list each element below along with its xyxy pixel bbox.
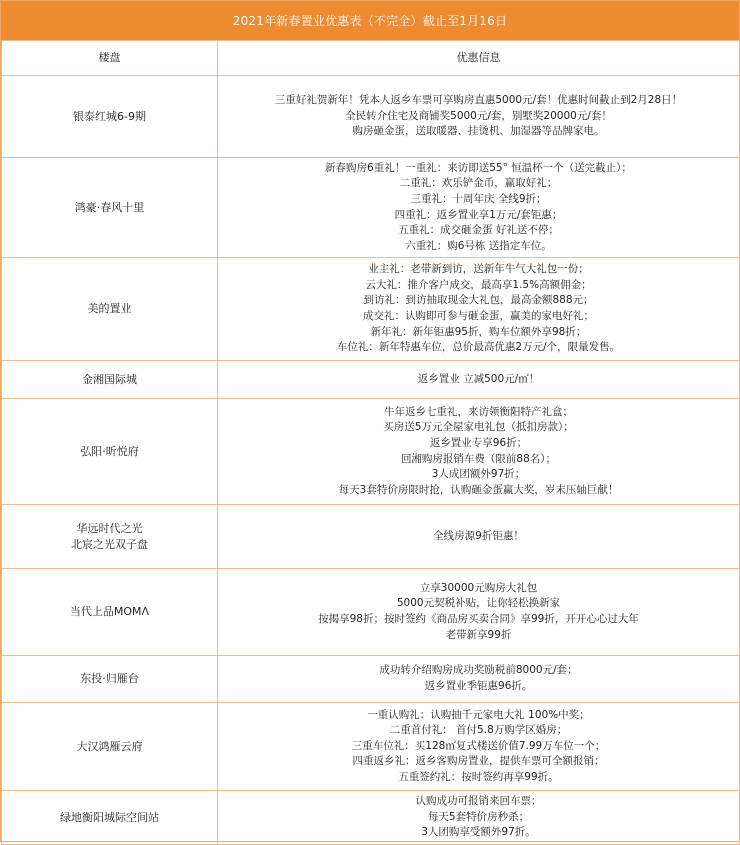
offer-line: 二重首付礼： 首付5.8万购学区婚房；: [389, 724, 568, 737]
table-row: [2, 791, 740, 845]
offer-line: 新年礼：新年钜惠95折，购车位额外享98折；: [370, 325, 587, 338]
property-name-line: 大汉鸿雁云府: [76, 739, 143, 753]
table-row: [2, 569, 740, 656]
offer-info: [218, 158, 740, 258]
property-name: [2, 399, 218, 505]
offer-line: 回湘购房报销车费（限前88名）；: [400, 452, 557, 465]
offer-line: 3人团购享受额外97折。: [421, 826, 536, 839]
offer-line: 5000元契税补贴，让你轻松换新家: [396, 597, 561, 610]
property-name: [2, 656, 218, 703]
offer-info: [218, 76, 740, 158]
offer-info: [218, 258, 740, 361]
offer-line: 成交礼：认购即可参与砸金蛋，赢美的家电好礼；: [363, 310, 594, 322]
header-offer: 优惠信息: [218, 41, 740, 76]
offer-line: 五重签约礼：按时签约再享99折。: [398, 770, 559, 783]
property-name: [2, 569, 218, 656]
offer-line: 业主礼：老带新到访，送新年牛气大礼包一份；: [368, 263, 589, 276]
offer-info: [218, 361, 740, 399]
offer-line: 牛年返乡七重礼，来访领衡阳特产礼盒；: [384, 405, 573, 418]
table-row: [2, 703, 740, 791]
offer-line: 成功转介绍购房成功奖励税前8000元/套；: [379, 664, 578, 677]
offer-line: 车位礼：新年特惠车位，总价最高优惠2万元/个，限量发售。: [336, 341, 621, 354]
offer-line: 一重认购礼：认购抽千元家电大礼 100%中奖；: [367, 708, 590, 721]
offer-line: 四重返乡礼：返乡客购房置业，提供车票可全额报销；: [352, 755, 605, 768]
property-name: [2, 361, 218, 399]
property-name: [2, 76, 218, 158]
promo-table: [1, 40, 740, 845]
offer-line: 云大礼：推介客户成交，最高享1.5%高额佣金；: [365, 278, 592, 291]
property-name: [2, 703, 218, 791]
offer-line: 三重礼：十周年庆 全线9折；: [410, 192, 547, 205]
offer-line: 二重礼：欢乐铲金币，赢取好礼；: [399, 177, 558, 190]
offer-line: 按揭享98折；按时签约《商品房买卖合同》享99折，开开心心过大年: [318, 613, 639, 625]
property-name-line: 华远时代之光: [76, 521, 143, 535]
table-row: [2, 158, 740, 258]
offer-line: 六重礼：购6号栋 送指定车位。: [405, 239, 552, 252]
offer-line: 认购成功可报销来回车票；: [415, 795, 542, 808]
property-name-line: 鸿豪·春风十里: [74, 200, 145, 214]
offer-line: 老带新享99折: [445, 628, 512, 641]
offer-line: 全线房源9折钜惠！: [433, 529, 524, 542]
property-name-line: 绿地衡阳城际空间站: [60, 810, 159, 824]
offer-line: 五重礼：成交砸金蛋 好礼送不停；: [398, 224, 559, 237]
table-row: [2, 656, 740, 703]
offer-info: [218, 703, 740, 791]
property-name: [2, 158, 218, 258]
offer-info: [218, 569, 740, 656]
offer-line: 每天3套特价房限时抢，认购砸金蛋赢大奖，岁末压轴巨献！: [338, 483, 619, 496]
offer-line: 三重好礼贺新年！凭本人返乡车票可享购房直惠5000元/套！优惠时间截止到2月28日！: [274, 94, 683, 107]
offer-line: 返乡置业专享96折；: [429, 436, 528, 449]
offer-line: 三重车位礼：买128㎡复式楼送价值7.99万车位一个；: [351, 739, 606, 752]
offer-line: 返乡置业季钜惠96折。: [424, 680, 533, 692]
table-row: [2, 361, 740, 399]
offer-line: 每天5套特价房秒杀；: [427, 810, 530, 823]
offer-line: 购房砸金蛋，送取暖器、挂烫机、加湿器等品牌家电。: [352, 125, 605, 138]
property-name: [2, 791, 218, 845]
offer-line: 四重礼：返乡置业享1万元/套钜惠；: [394, 208, 563, 221]
offer-info: [218, 656, 740, 703]
offer-info: [218, 791, 740, 845]
header-row: [2, 41, 740, 76]
property-name: [2, 258, 218, 361]
property-name-line: 美的置业: [87, 302, 132, 316]
property-name-line: 弘阳·昕悦府: [80, 444, 139, 458]
table-row: [2, 258, 740, 361]
offer-line: 全民转介住宅及商铺奖5000元/套，别墅奖20000元/套！: [345, 109, 612, 122]
table-title: 2021年新春置业优惠表（不完全）截止至1月16日: [1, 1, 739, 40]
property-name-line: 金湘国际城: [82, 372, 137, 386]
offer-line: 新春购房6重礼！一重礼：来访即送55° 恒温杯一个（送完截止）；: [325, 161, 632, 174]
header-property: 楼盘: [2, 41, 218, 76]
offer-line: 立享30000元购房大礼包: [419, 581, 538, 594]
property-name-line: 北宸之光双子盘: [71, 537, 148, 551]
offer-info: [218, 505, 740, 569]
offer-line: 到访礼：到访抽取现金大礼包，最高金额888元；: [363, 294, 594, 307]
offer-line: 返乡置业 立减500元/㎡！: [417, 372, 540, 385]
property-name: [2, 505, 218, 569]
offer-line: 3人成团额外97折；: [431, 468, 526, 481]
table-row: [2, 505, 740, 569]
property-name-line: 银泰红城6-9期: [73, 109, 146, 123]
property-name-line: 东投·归雁台: [80, 672, 139, 686]
table-row: [2, 399, 740, 505]
table-row: [2, 76, 740, 158]
offer-line: 买房送5万元全屋家电礼包（抵扣房款）；: [383, 421, 574, 434]
property-name-line: 当代上品MOMΛ: [69, 605, 150, 619]
offer-info: [218, 399, 740, 505]
